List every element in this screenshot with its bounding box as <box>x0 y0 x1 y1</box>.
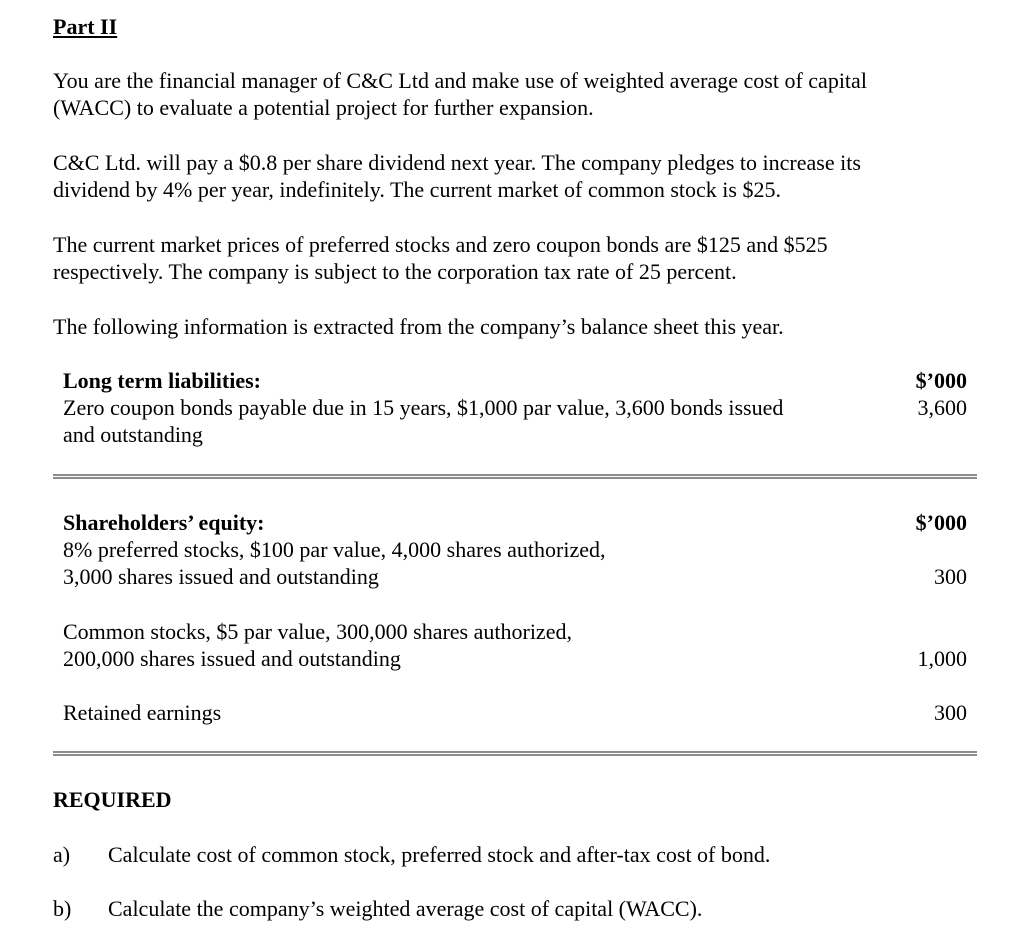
required-item-text-b: Calculate the company’s weighted average cost of capital (WACC). <box>108 896 703 921</box>
intro-line-2: (WACC) to evaluate a potential project for further expansion. <box>53 95 594 120</box>
market-prices-paragraph <box>53 231 973 285</box>
double-rule-divider <box>53 474 977 479</box>
section-title: Part II <box>53 14 118 39</box>
dividend-line-1: C&C Ltd. will pay a $0.8 per share dividend next year. The company pledges to increase its <box>53 150 861 175</box>
dividend-paragraph <box>53 149 973 203</box>
dividend-line-2: dividend by 4% per year, indefinitely. The current market of common stock is $25. <box>53 177 781 202</box>
retained-earnings-value: 300 <box>934 700 967 725</box>
preferred-line-2: 3,000 shares issued and outstanding <box>63 564 379 589</box>
preferred-stock-item <box>63 536 863 590</box>
long-term-heading: Long term liabilities: <box>63 368 261 393</box>
double-rule-divider-bottom <box>53 751 977 756</box>
market-line-2: respectively. The company is subject to the corporation tax rate of 25 percent. <box>53 259 737 284</box>
bonds-line-1: Zero coupon bonds payable due in 15 years, $1,000 par value, 3,600 bonds issued <box>63 395 784 420</box>
intro-line-1: You are the financial manager of C&C Ltd and make use of weighted average cost of capital <box>53 68 867 93</box>
preferred-stock-value: 300 <box>934 564 967 589</box>
equity-heading: Shareholders’ equity: <box>63 510 265 535</box>
retained-earnings-label: Retained earnings <box>63 700 222 725</box>
required-heading: REQUIRED <box>53 787 172 812</box>
bonds-line-2: and outstanding <box>63 422 203 447</box>
required-item-letter-b: b) <box>53 896 72 921</box>
bonds-value: 3,600 <box>917 395 967 420</box>
equity-unit: $’000 <box>915 510 967 535</box>
common-line-2: 200,000 shares issued and outstanding <box>63 646 401 671</box>
market-line-1: The current market prices of preferred stocks and zero coupon bonds are $125 and $525 <box>53 232 828 257</box>
bonds-item <box>63 394 863 448</box>
balance-sheet-intro-line: The following information is extracted from the company’s balance sheet this year. <box>53 314 784 339</box>
common-line-1: Common stocks, $5 par value, 300,000 shares authorized, <box>63 619 572 644</box>
required-item-letter-a: a) <box>53 842 71 867</box>
required-item-text-a: Calculate cost of common stock, preferred stock and after-tax cost of bond. <box>108 842 771 867</box>
common-stock-item <box>63 618 863 672</box>
intro-paragraph <box>53 67 973 121</box>
long-term-unit: $’000 <box>915 368 967 393</box>
common-stock-value: 1,000 <box>917 646 967 671</box>
balance-sheet-intro <box>53 313 973 340</box>
preferred-line-1: 8% preferred stocks, $100 par value, 4,000 shares authorized, <box>63 537 606 562</box>
